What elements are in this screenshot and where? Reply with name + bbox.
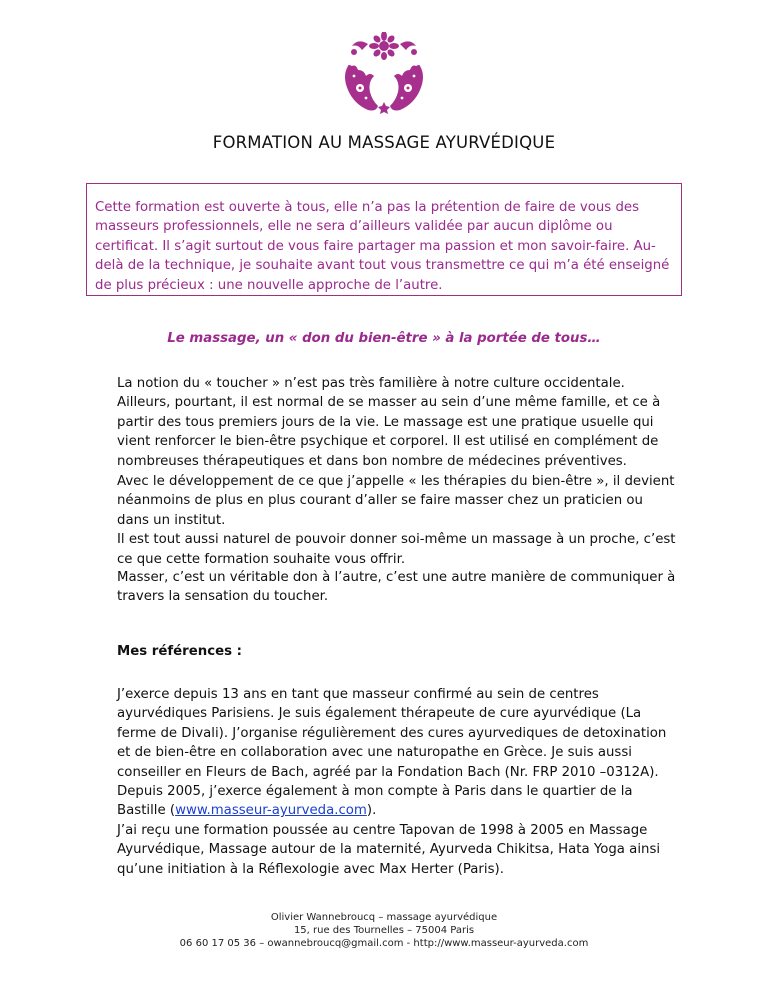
section-subtitle: Le massage, un « don du bien-être » à la portée de tous…: [167, 331, 601, 346]
paragraph-masser: Masser, c’est un véritable don à l’autre, c’est une autre manière de communiquer à travers la sensation du toucher.: [117, 570, 676, 605]
footer-name: Olivier Wannebroucq – massage ayurvédique: [270, 912, 498, 923]
paragraph-toucher: La notion du « toucher » n’est pas très familière à notre culture occidentale. Ailleurs, pourtant, il est normal de se masser au sein d’une même famille, et ce à partir des tous premiers jours de la vie. Le massage est une pratique usuelle qui vient renforcer le bien-être psychique et corporel. Il est utilisé en complément de nombreuses thérapeutiques et dans bon nombre de médecines préventives.: [117, 376, 661, 469]
paragraph-therapies-line2: Il est tout aussi naturel de pouvoir donner soi-même un massage à un proche, c’est ce que cette formation souhaite vous offrir.: [117, 532, 676, 567]
references-line2-before: Depuis 2005, j’exerce également à mon compte à Paris dans le quartier de la Bastille (: [117, 784, 633, 819]
references-line2: [117, 782, 677, 821]
references-line2-after: ).: [366, 803, 377, 819]
website-link[interactable]: www.masseur-ayurveda.com: [175, 803, 367, 819]
footer-contact: 06 60 17 05 36 – owannebroucq@gmail.com - http://www.masseur-ayurveda.com: [179, 938, 589, 949]
paragraph-therapies: [117, 472, 677, 569]
intro-text: Cette formation est ouverte à tous, elle n’a pas la prétention de faire de vous des masseurs professionnels, elle ne sera d’ailleurs validée par aucun diplôme ou certificat. Il s’agit surtout de vous faire partager ma passion et mon savoir-faire. Au-delà de la technique, je souhaite avant tout vous transmettre ce qui m’a été enseigné de plus précieux : une nouvelle approche de l’autre.: [95, 200, 670, 293]
page-title: FORMATION AU MASSAGE AYURVÉDIQUE: [212, 133, 556, 152]
references-line3: J’ai reçu une formation poussée au centre Tapovan de 1998 à 2005 en Massage Ayurvédique, Massage autour de la maternité, Ayurveda Chikitsa, Hata Yoga ainsi qu’une initiation à la Réflexologie avec Max Herter (Paris).: [117, 822, 661, 877]
lotus-hands-logo-icon: [334, 32, 434, 122]
references-line1: J’exerce depuis 13 ans en tant que masseur confirmé au sein de centres ayurvédiques Parisiens. Je suis également thérapeute de cure ayurvédique (La ferme de Divali). J’organise régulièrement des cures ayurvediques de detoxination et de bien-être en collaboration avec une naturopathe en Grèce. Je suis aussi conseiller en Fleurs de Bach, agréé par la Fondation Bach (Nr. FRP 2010 –0312A).: [117, 687, 667, 780]
footer-address: 15, rue des Tournelles – 75004 Paris: [293, 925, 475, 936]
paragraph-therapies-line1: Avec le développement de ce que j’appelle « les thérapies du bien-être », il devient néanmoins de plus en plus courant d’aller se faire masser chez un praticien ou dans un institut.: [117, 474, 675, 528]
intro-box: [86, 183, 682, 296]
page-footer: [0, 911, 768, 950]
references-heading: Mes références :: [117, 644, 242, 659]
references-text: [117, 685, 677, 879]
